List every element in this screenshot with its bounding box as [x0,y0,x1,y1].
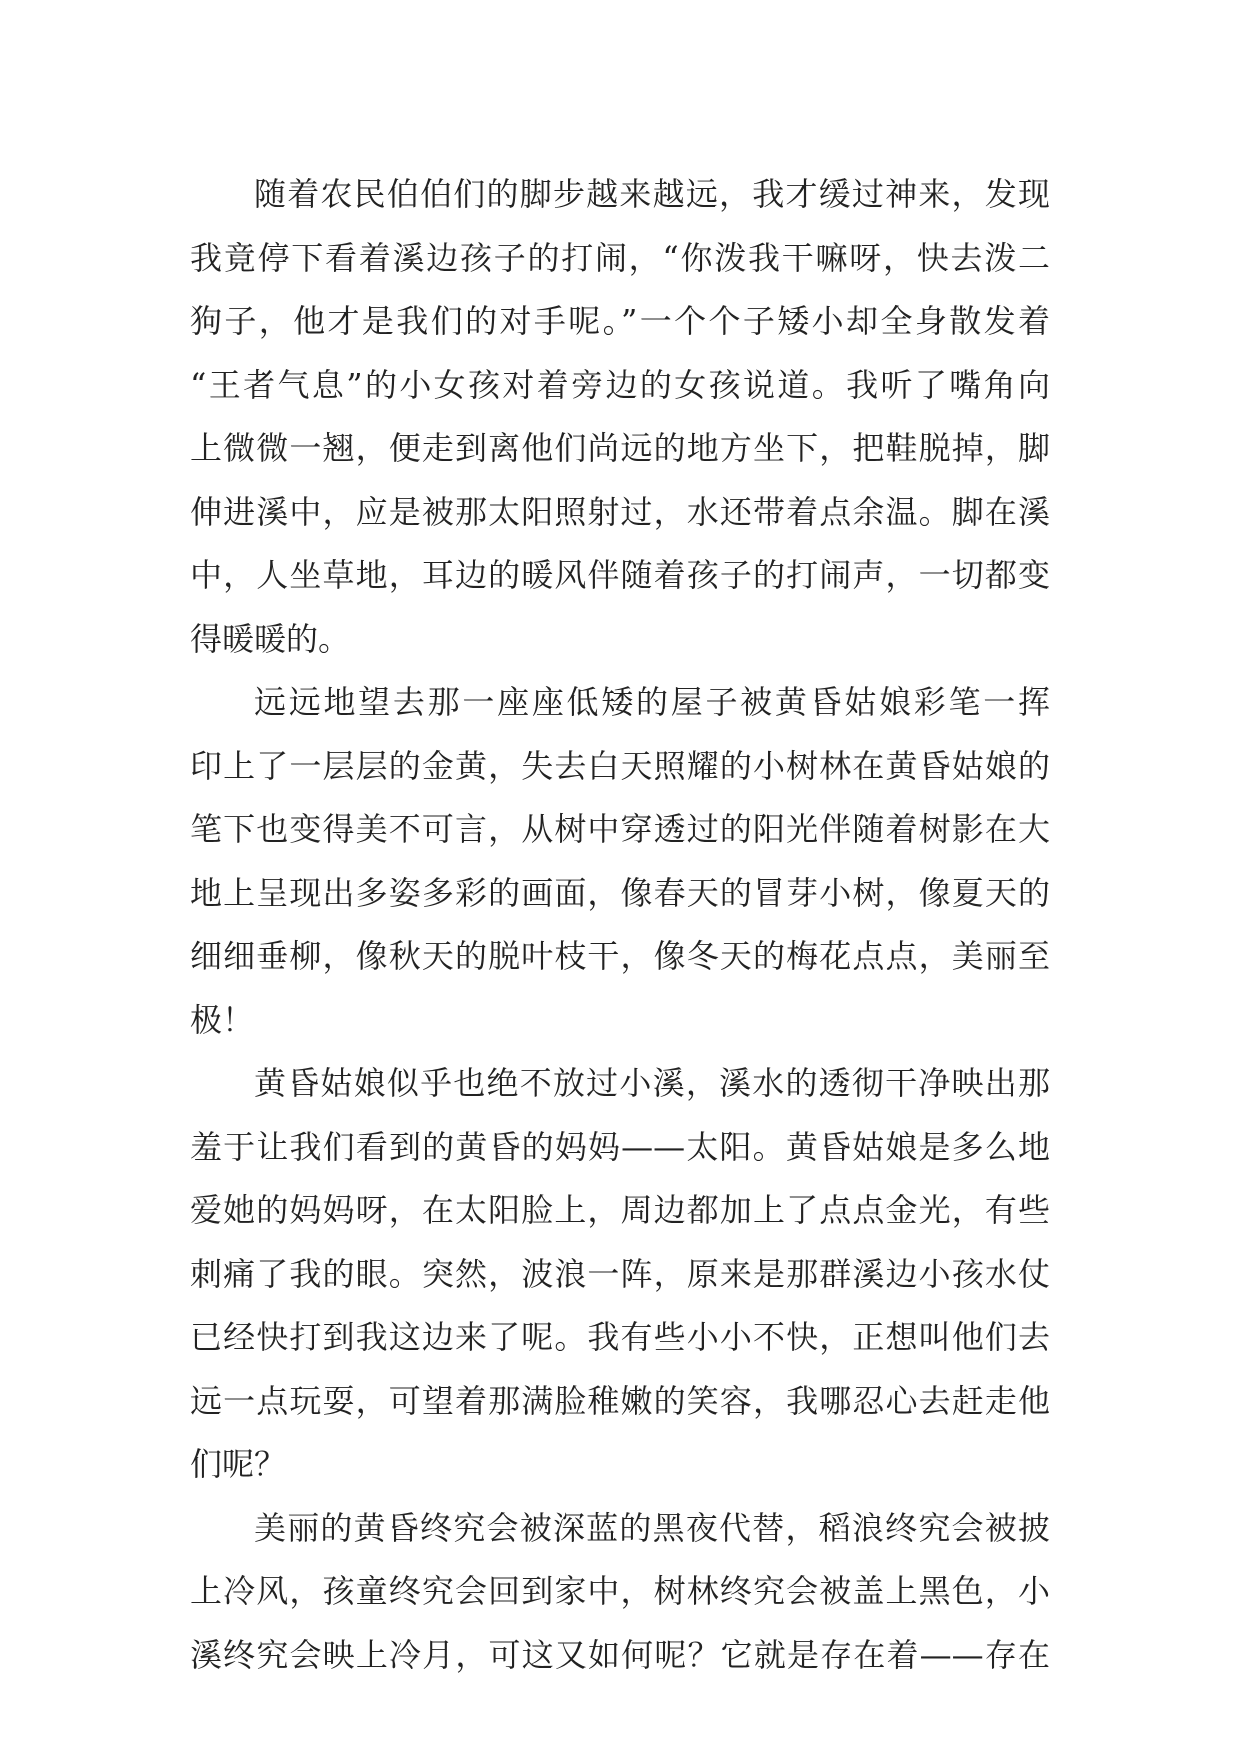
paragraph-line: 上冷风，孩童终究会回到家中，树林终究会被盖上黑色，小 [190,1572,1050,1610]
paragraph-line: 羞于让我们看到的黄昏的妈妈——太阳。黄昏姑娘是多么地 [190,1127,1050,1166]
paragraph-line: 得暖暖的。 [190,619,351,658]
body-text [190,163,1050,1687]
paragraph-line: 美丽的黄昏终究会被深蓝的黑夜代替，稻浪终究会被披 [254,1508,1050,1547]
paragraph-line: 远一点玩耍，可望着那满脸稚嫩的笑容，我哪忍心去赶走他 [190,1381,1050,1420]
paragraph-line: 中，人坐草地，耳边的暖风伴随着孩子的打闹声，一切都变 [190,556,1050,594]
paragraph-line: 黄昏姑娘似乎也绝不放过小溪，溪水的透彻干净映出那 [254,1064,1050,1102]
paragraph-line: 上微微一翘，便走到离他们尚远的地方坐下，把鞋脱掉，脚 [190,429,1050,467]
paragraph-line: 已经快打到我这边来了呢。我有些小小不快，正想叫他们去 [190,1318,1050,1356]
paragraph-line: 极！ [190,1000,255,1039]
paragraph-line: 笔下也变得美不可言，从树中穿透过的阳光伴随着树影在大 [190,810,1050,848]
paragraph-line: 细细垂柳，像秋天的脱叶枝干，像冬天的梅花点点，美丽至 [190,937,1050,975]
paragraph-line: “王者气息”的小女孩对着旁边的女孩说道。我听了嘴角向 [190,365,1050,404]
paragraph-line: 溪终究会映上冷月，可这又如何呢？它就是存在着——存在 [190,1635,1050,1674]
paragraph-line: 伸进溪中，应是被那太阳照射过，水还带着点余温。脚在溪 [190,492,1050,531]
paragraph-line: 狗子，他才是我们的对手呢。”一个个子矮小却全身散发着 [190,302,1050,340]
paragraph-line: 我竟停下看着溪边孩子的打闹，“你泼我干嘛呀，快去泼二 [190,238,1050,277]
paragraph-3 [190,1052,1050,1497]
paragraph-line: 随着农民伯伯们的脚步越来越远，我才缓过神来，发现 [254,175,1050,213]
paragraph-2 [190,671,1050,1052]
paragraph-line: 地上呈现出多姿多彩的画面，像春天的冒芽小树，像夏天的 [190,873,1050,912]
paragraph-4 [190,1497,1050,1688]
paragraph-1 [190,163,1050,671]
paragraph-line: 远远地望去那一座座低矮的屋子被黄昏姑娘彩笔一挥 [254,683,1050,721]
paragraph-line: 刺痛了我的眼。突然，波浪一阵，原来是那群溪边小孩水仗 [190,1254,1050,1293]
paragraph-line: 印上了一层层的金黄，失去白天照耀的小树林在黄昏姑娘的 [190,746,1050,785]
paragraph-line: 们呢？ [190,1445,287,1483]
paragraph-line: 爱她的妈妈呀，在太阳脸上，周边都加上了点点金光，有些 [190,1191,1050,1229]
